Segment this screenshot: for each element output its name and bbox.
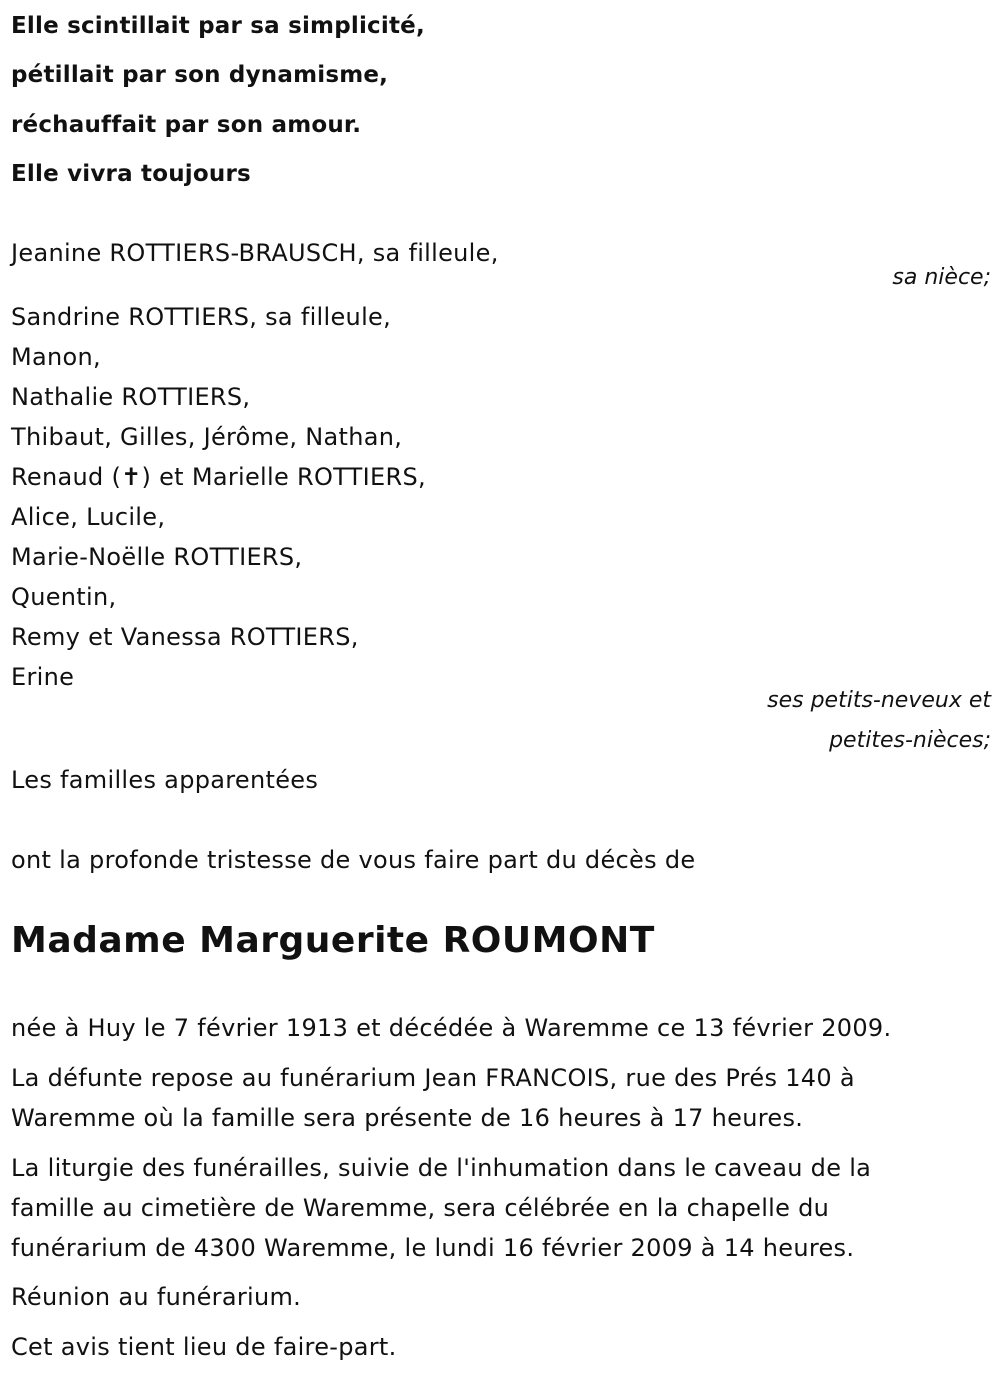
relative-name: Quentin,	[11, 583, 117, 611]
repose-line-1: La défunte repose au funérarium Jean FRANCOIS, rue des Prés 140 à	[11, 1064, 855, 1092]
reunion-text: Réunion au funérarium.	[11, 1283, 302, 1311]
deceased-name: Madame Marguerite ROUMONT	[11, 920, 655, 961]
poem-line-1: Elle scintillait par sa simplicité,	[11, 13, 425, 39]
liturgy-line-1: La liturgie des funérailles, suivie de l'inhumation dans le caveau de la	[11, 1154, 872, 1182]
relative-name: Alice, Lucile,	[11, 503, 166, 531]
related-families: Les familles apparentées	[11, 766, 319, 794]
relative-name: Thibaut, Gilles, Jérôme, Nathan,	[11, 423, 403, 451]
relative-name: Marie-Noëlle ROTTIERS,	[11, 543, 303, 571]
grand-nephews-role-line-1: ses petits-neveux et	[767, 688, 991, 713]
announcement-text: ont la profonde tristesse de vous faire part du décès de	[11, 846, 696, 874]
relative-name: Erine	[11, 663, 75, 691]
grand-nephews-role-line-2: petites-nièces;	[829, 728, 991, 753]
niece-name: Jeanine ROTTIERS-BRAUSCH, sa filleule,	[11, 239, 499, 267]
relative-name: Remy et Vanessa ROTTIERS,	[11, 623, 359, 651]
niece-role: sa nièce;	[892, 265, 991, 290]
repose-line-2: Waremme où la famille sera présente de 16 heures à 17 heures.	[11, 1104, 804, 1132]
birth-death-text: née à Huy le 7 février 1913 et décédée à Waremme ce 13 février 2009.	[11, 1014, 892, 1042]
notice-text: Cet avis tient lieu de faire-part.	[11, 1333, 397, 1361]
relative-name: Nathalie ROTTIERS,	[11, 383, 251, 411]
poem-line-4: Elle vivra toujours	[11, 161, 251, 187]
relative-name: Renaud (✝) et Marielle ROTTIERS,	[11, 463, 426, 491]
liturgy-line-3: funérarium de 4300 Waremme, le lundi 16 février 2009 à 14 heures.	[11, 1234, 855, 1262]
relative-name: Manon,	[11, 343, 101, 371]
poem-line-2: pétillait par son dynamisme,	[11, 62, 389, 88]
poem-line-3: réchauffait par son amour.	[11, 112, 362, 138]
relative-name: Sandrine ROTTIERS, sa filleule,	[11, 303, 392, 331]
liturgy-line-2: famille au cimetière de Waremme, sera célébrée en la chapelle du	[11, 1194, 830, 1222]
